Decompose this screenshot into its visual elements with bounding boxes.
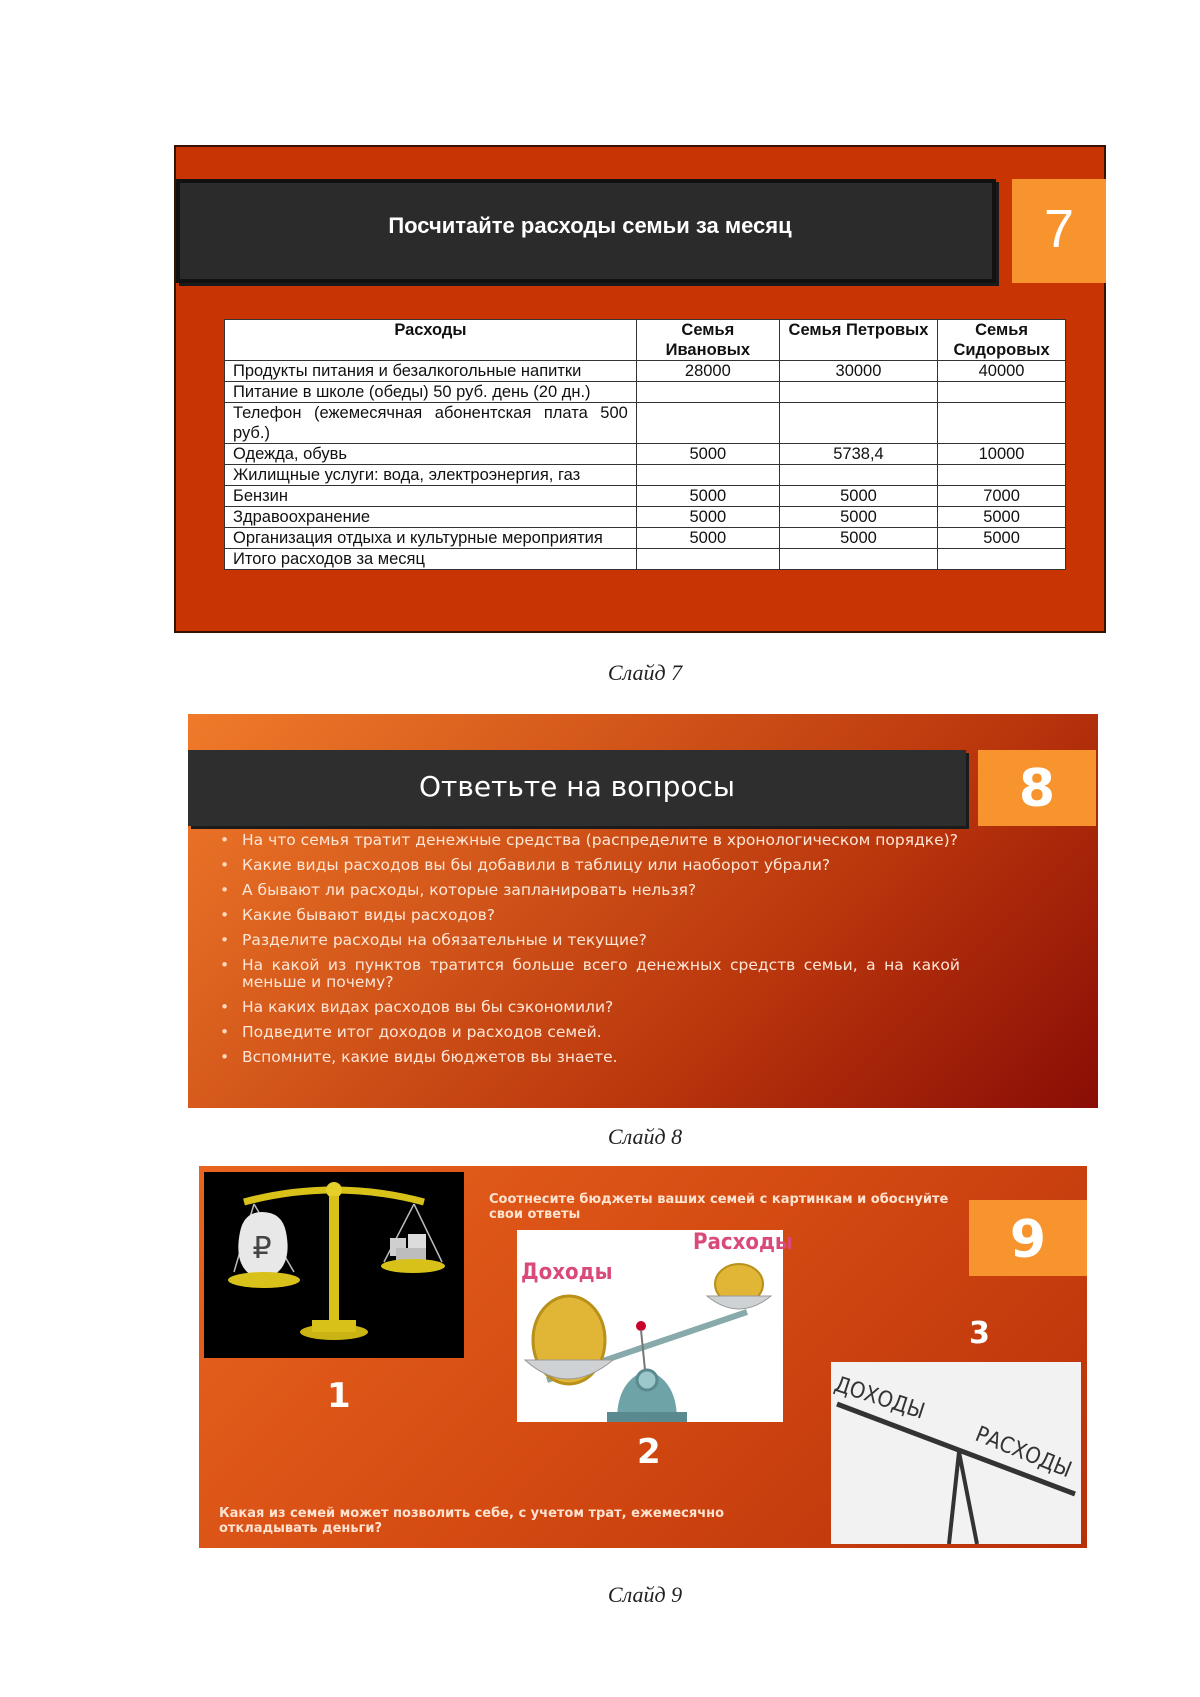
slide-8-caption: Слайд 8 [0, 1124, 1200, 1150]
sketch-income-label: ДОХОДЫ [831, 1372, 927, 1425]
ivanov-value [636, 549, 779, 570]
petrov-value [779, 549, 937, 570]
expense-label: Расходы [693, 1230, 793, 1255]
table-row [225, 549, 1066, 570]
income-label: Доходы [521, 1260, 612, 1285]
sidorov-value: 10000 [938, 444, 1066, 465]
income-expense-scale-image [517, 1230, 783, 1422]
table-row [225, 507, 1066, 528]
expense-label: Организация отдыха и культурные мероприятия [225, 528, 637, 549]
table-header-cell: Семья Петровых [779, 320, 937, 361]
table-row [225, 528, 1066, 549]
petrov-value [779, 382, 937, 403]
list-item: • А бывают ли расходы, которые запланировать нельзя? [218, 882, 960, 899]
seesaw-scale-icon [517, 1230, 783, 1422]
sketch-expense-label: РАСХОДЫ [972, 1422, 1075, 1483]
expense-label: Телефон (ежемесячная абонентская плата 500 руб.) [225, 403, 637, 444]
sidorov-value: 7000 [938, 486, 1066, 507]
expense-label: Продукты питания и безалкогольные напитки [225, 361, 637, 382]
expenses-table [224, 319, 1066, 570]
table-header-cell: Семья Сидоровых [938, 320, 1066, 361]
table-header-cell: Семья Ивановых [636, 320, 779, 361]
slide-7-title-bar [176, 179, 996, 283]
slide-8-number: 8 [978, 750, 1096, 826]
sidorov-value: 40000 [938, 361, 1066, 382]
slide-7-caption: Слайд 7 [0, 660, 1200, 686]
petrov-value: 5000 [779, 507, 937, 528]
sidorov-value [938, 465, 1066, 486]
list-item: • Подведите итог доходов и расходов семей. [218, 1024, 960, 1041]
ivanov-value [636, 403, 779, 444]
image-2-label: 2 [637, 1432, 661, 1472]
petrov-value [779, 403, 937, 444]
svg-text:₽: ₽ [252, 1231, 271, 1266]
list-item: • На каких видах расходов вы бы сэкономили? [218, 999, 960, 1016]
list-item: • Вспомните, какие виды бюджетов вы знаете. [218, 1049, 960, 1066]
ivanov-value: 28000 [636, 361, 779, 382]
table-row [225, 444, 1066, 465]
image-3-label: 3 [969, 1316, 990, 1351]
petrov-value [779, 465, 937, 486]
ivanov-value: 5000 [636, 507, 779, 528]
table-row [225, 465, 1066, 486]
list-item: • Какие виды расходов вы бы добавили в таблицу или наоборот убрали? [218, 857, 960, 874]
expense-label: Здравоохранение [225, 507, 637, 528]
table-header-cell: Расходы [225, 320, 637, 361]
sketch-seesaw-image [831, 1362, 1081, 1544]
expense-label: Итого расходов за месяц [225, 549, 637, 570]
list-item: • Какие бывают виды расходов? [218, 907, 960, 924]
balance-scale-icon [204, 1172, 464, 1358]
sidorov-value: 5000 [938, 507, 1066, 528]
petrov-value: 5000 [779, 528, 937, 549]
expense-label: Бензин [225, 486, 637, 507]
ivanov-value [636, 465, 779, 486]
ivanov-value [636, 382, 779, 403]
petrov-value: 30000 [779, 361, 937, 382]
list-item: • На какой из пунктов тратится больше всего денежных средств семьи, а на какой меньше и почему? [218, 957, 960, 991]
petrov-value: 5738,4 [779, 444, 937, 465]
table-row [225, 403, 1066, 444]
scales-with-money-bag-image [204, 1172, 464, 1358]
slide-8 [188, 714, 1098, 1108]
questions-list [218, 832, 960, 1074]
slide-8-title-bar [188, 750, 966, 826]
table-header-row [225, 320, 1066, 361]
slide-9-bottom-question: Какая из семей может позволить себе, с учетом трат, ежемесячно откладывать деньги? [219, 1506, 779, 1536]
slide-9-number: 9 [969, 1200, 1087, 1276]
ivanov-value: 5000 [636, 528, 779, 549]
slide-9-caption: Слайд 9 [0, 1582, 1200, 1608]
list-item: • Разделите расходы на обязательные и текущие? [218, 932, 960, 949]
expense-label: Жилищные услуги: вода, электроэнергия, газ [225, 465, 637, 486]
slide-8-title: Ответьте на вопросы [188, 770, 966, 803]
ivanov-value: 5000 [636, 486, 779, 507]
slide-9-prompt: Соотнесите бюджеты ваших семей с картинкам и обоснуйте свои ответы [489, 1192, 969, 1222]
petrov-value: 5000 [779, 486, 937, 507]
slide-7 [174, 145, 1106, 633]
sidorov-value [938, 549, 1066, 570]
expense-label: Питание в школе (обеды) 50 руб. день (20 дн.) [225, 382, 637, 403]
sidorov-value: 5000 [938, 528, 1066, 549]
expense-label: Одежда, обувь [225, 444, 637, 465]
table-row [225, 382, 1066, 403]
table-row [225, 361, 1066, 382]
list-item: • На что семья тратит денежные средства (распределите в хронологическом порядке)? [218, 832, 960, 849]
sidorov-value [938, 382, 1066, 403]
slide-9 [199, 1166, 1087, 1548]
sidorov-value [938, 403, 1066, 444]
table-row [225, 486, 1066, 507]
ivanov-value: 5000 [636, 444, 779, 465]
slide-7-title: Посчитайте расходы семьи за месяц [180, 213, 1000, 239]
slide-7-number: 7 [1012, 179, 1106, 283]
image-1-label: 1 [327, 1376, 351, 1416]
